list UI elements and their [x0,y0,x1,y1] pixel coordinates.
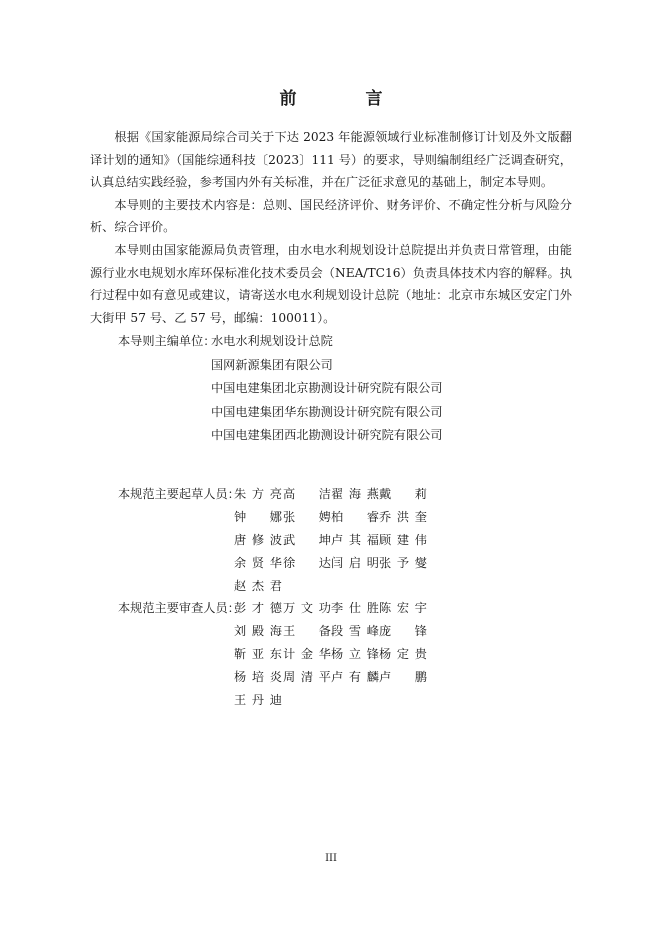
chief-units-label: 本导则主编单位： [118,334,216,348]
reviewer-name: 彭才德 [234,601,282,615]
reviewer-name: 段雪峰 [331,624,379,638]
reviewer-name: 杨定贵 [379,647,427,661]
drafter-name: 余贤华 [234,556,282,570]
drafter-name: 卢其福 [331,533,379,547]
drafter-name: 张 娉 [283,510,331,524]
drafter-name: 翟海燕 [331,487,379,501]
drafter-name: 戴 莉 [379,487,427,501]
drafter-name: 赵杰君 [234,579,282,593]
reviewer-name: 周清平 [283,670,331,684]
chief-unit-name: 水电水利规划设计总院 [211,334,333,348]
drafter-name: 徐 达 [283,556,331,570]
preface-body [90,126,572,329]
reviewer-name: 王 备 [283,624,331,638]
drafter-name: 朱方亮 [234,487,282,501]
drafter-name: 张予燮 [379,556,427,570]
chief-unit-name: 国网新源集团有限公司 [211,357,333,372]
reviewer-name: 计金华 [283,647,331,661]
reviewer-name: 刘殿海 [234,624,282,638]
drafter-name: 乔洪奎 [379,510,427,524]
chief-unit-name: 中国电建集团西北勘测设计研究院有限公司 [211,428,443,442]
drafter-name: 闫启明 [331,556,379,570]
chief-units-block [118,330,443,448]
reviewer-name: 杨立锋 [331,647,379,661]
reviewer-name: 万文功 [283,601,331,615]
drafter-name: 柏 睿 [331,510,379,524]
reviewer-name: 卢 鹏 [379,670,427,684]
drafter-name: 顾建伟 [379,533,427,547]
page-number: III [325,853,337,864]
reviewer-name: 李仕胜 [331,601,379,615]
paragraph-1: 根据《国家能源局综合司关于下达 2023 年能源领域行业标准制修订计划及外文版翻译计划的通知》（国能综通科技〔2023〕111 号）的要求，导则编制组经广泛调查研究，认真总结实践经验，参考国内外有关标准，并在广泛征求意见的基础上，制定本导则。 [90,130,572,190]
chief-unit-name: 中国电建集团北京勘测设计研究院有限公司 [211,381,443,395]
chief-unit-name: 中国电建集团华东勘测设计研究院有限公司 [211,404,443,419]
drafters-label: 本规范主要起草人员： [118,487,240,501]
drafter-name: 钟 娜 [234,510,282,524]
paragraph-3: 本导则由国家能源局负责管理，由水电水利规划设计总院提出并负责日常管理，由能源行业水电规划水库环保标准化技术委员会（NEA/TC16）负责具体技术内容的解释。执行过程中如有意见或建议，请寄送水电水利规划设计总院（地址：北京市东城区安定门外大街甲 57 号、乙 57 号，邮编：100011）。 [90,242,572,325]
drafter-name: 武 坤 [283,533,331,547]
reviewer-name: 王丹迪 [234,693,282,707]
drafter-name: 唐修波 [234,533,282,547]
reviewer-name: 卢有麟 [331,670,379,684]
reviewers-label: 本规范主要审查人员： [118,601,240,615]
paragraph-2: 本导则的主要技术内容是：总则、国民经济评价、财务评价、不确定性分析与风险分析、综合评价。 [90,197,572,235]
reviewer-name: 靳亚东 [234,647,282,661]
page-title: 前 言 [279,89,409,109]
reviewer-name: 庞 锋 [379,624,427,638]
reviewer-name: 陈宏宇 [379,601,427,615]
reviewer-name: 杨培炎 [234,670,282,684]
drafter-name: 高 洁 [283,487,331,501]
